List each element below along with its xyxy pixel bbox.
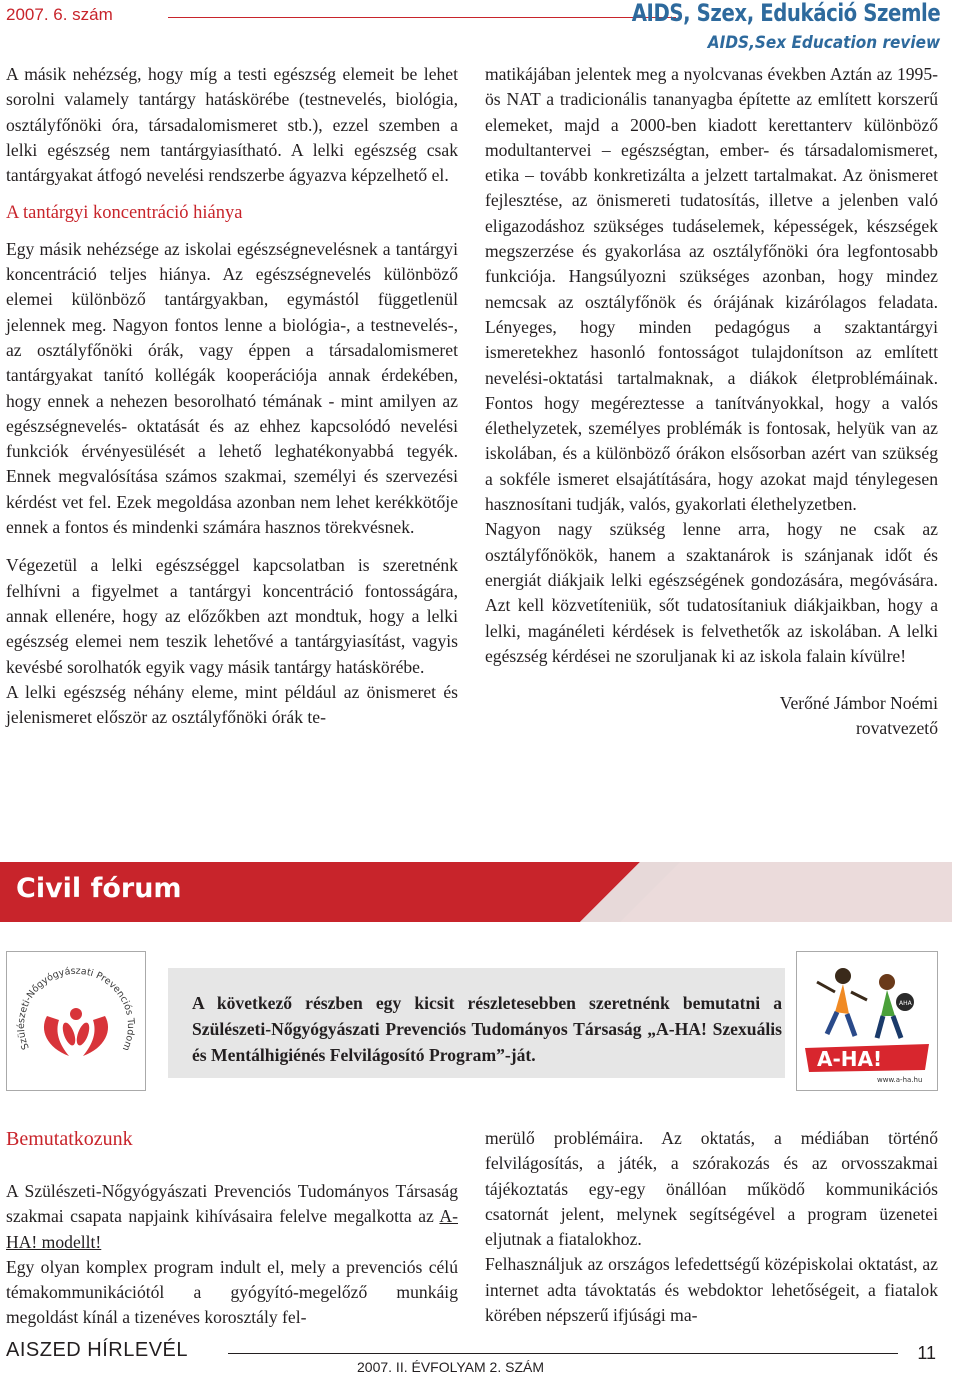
paragraph-text: A Szülészeti-Nőgyógyászati Prevenciós Tudományos Társaság szakmai csapata napjaink kihívásaira felelve megalkotta az <box>6 1181 458 1227</box>
signature <box>485 691 938 742</box>
intro-band-text: A következő részben egy kicsit részletesebben szeretnénk bemutatni a Szülészeti-Nőgyógyászati Prevenciós Tudományos Társaság „A-HA! Szexuális és Mentálhigiénés Felvilágosító Program”-ját. <box>192 993 782 1065</box>
svg-text:AHA: AHA <box>899 1000 912 1007</box>
society-logo <box>6 951 146 1091</box>
bottom-right-column <box>485 1126 938 1328</box>
civil-forum-title: Civil fórum <box>16 873 182 904</box>
society-logo-text: Szülészeti-Nőgyógyászati Prevenciós Tudom <box>15 965 137 1053</box>
section-heading: A tantárgyi koncentráció hiánya <box>6 203 243 224</box>
header-date: 2007. 6. szám <box>6 5 113 24</box>
top-right-column <box>485 62 938 742</box>
paragraph: Végezetül a lelki egészséggel kapcsolatban is szeretnénk felhívni a figyelmet a tantárgyi koncentráció fontosságára, annak ellenére, hogy az előzőkben azt mondtuk, hogy a lelki egészség elemei nem teszik lehetővé a tantárgyiasítást, vagyis kevésbé sorolhatók egyik vagy másik tantárgy hatáskörébe. <box>6 555 458 677</box>
paragraph: Nagyon nagy szükség lenne arra, hogy ne csak az osztályfőnökök, hanem a szaktanárok is szánjanak időt és energiát diákjaik lelki egészségének gondozására, megóvására. Azt kell közvetíteniük, sőt tudatosítaniuk diákjaikban, hogy a lelki, magánéleti kérdések is felvethetők az iskolában. A lelki egészség kérdései ne szoruljanak ki az iskola falain kívülre! <box>485 519 938 666</box>
paragraph: A másik nehézség, hogy míg a testi egészség elemeit be lehet sorolni valamely tantárgy hatáskörébe (testnevelés, biológia, osztályfőnöki óra, társadalomismeret stb.), ezzel szemben a lelki egészség nem tantárgyiasítható. A lelki egészség csak tantárgyakat átfogó nevelési rendszerbe ágyazva képzelhető el. <box>6 64 458 186</box>
paragraph: Felhasználjuk az országos lefedettségű középiskolai oktatást, az internet adta távoktatás és webdoktor lehetőségeit, a fiatalok körében népszerű ifjúsági ma- <box>485 1254 938 1326</box>
paragraph: Egy másik nehézsége az iskolai egészségnevelésnek a tantárgyi koncentráció teljes hiánya. Az egészségnevelés különböző elemei különböző tantárgyakban, egymástól függetlenül jelennek meg. Nagyon fontos lenne a biológia-, a testnevelés-, az osztályfőnöki órák, vagy éppen a társadalomismeret tantárgyakat tanító kollégák kooperációja annak érdekében, hogy ennek a nehezen besorolható témának - mint amilyen az egészségnevelés- oktatását és az ehhez kapcsolódó nevelési funkciók érvényesülését a lehető leghatékonyabbá tegyék. Ennek megvalósítása számos szakmai, személyi és szervezési kérdést vet fel. Ezek megoldása azonban nem lehet kerékkötője ennek a fontos és mindenki számára hasznos törekvésnek. <box>6 238 458 538</box>
aha-logo-url: www.a-ha.hu <box>877 1076 923 1084</box>
header-title: AIDS, Szex, Edukáció Szemle <box>631 0 940 27</box>
footer-issue: 2007. II. ÉVFOLYAM 2. SZÁM <box>357 1359 544 1375</box>
aha-model-link[interactable]: A-HA! modellt! <box>6 1206 458 1252</box>
footer-rule <box>228 1353 898 1354</box>
footer-publication: AISZED HÍRLEVÉL <box>6 1339 189 1361</box>
page-number: 11 <box>917 1343 936 1363</box>
section-heading-bemutatkozunk: Bemutatkozunk <box>6 1128 133 1150</box>
paragraph: Egy olyan komplex program indult el, mely a prevenciós célú témakommunikációtól a gyógyító-megelőző munkáig megoldást kínál a tizenéves korosztály fel- <box>6 1256 458 1328</box>
aha-logo-icon <box>797 952 937 1090</box>
header-subtitle: AIDS,Sex Education review <box>707 33 940 53</box>
top-left-column <box>6 62 458 730</box>
paragraph: merülő problémáira. Az oktatás, a médiában történő felvilágosítás, a játék, a szórakozás és az orvosszakmai tájékoztatás egy-egy önállóan működő kommunikációs csatornát jelent, melynek segítségével a program üzenetei eljutnak a fiatalokhoz. <box>485 1128 938 1250</box>
aha-logo <box>796 951 938 1091</box>
signature-name: Verőné Jámbor Noémi <box>779 693 938 714</box>
society-logo-icon <box>7 952 145 1090</box>
signature-role: rovatvezető <box>855 718 938 739</box>
bottom-left-column <box>6 1179 458 1331</box>
aha-logo-brand: A-HA! <box>817 1047 883 1071</box>
paragraph: matikájában jelentek meg a nyolcvanas években Aztán az 1995-ös NAT a tradicionális tananyagba építette az említett korszerű elemeket, majd a 2000-ben kiadott kerettanterv különböző modultantervei – egészségtan, ember- és társadalomismeret, etika – tovább konkretizálta a jelzett tartalmakat. Az önismeret fejlesztése, az önismereti tudatosítás, illetve a jelenben való eligazodáshoz szükséges tudáselemek, képességek, készségek megszerzése és gyakorlása az osztályfőnöki óra legfontosabb funkciója. Hangsúlyozni szükséges azonban, hogy mindez nemcsak az osztályfőnök és órájának kizárólagos feladata. Lényeges, hogy minden pedagógus a szaktantárgyi ismeretekhez hasonló fontosságot tulajdonítson az említett nevelési-oktatási tartalmaknak, a diákok életproblémáinak. Fontos hogy megéreztesse a tanítványokkal, hogy a valós élethelyzetek, személyes problémák is fontosak, helyük van az iskolában, és a különböző órákon elsősorban azért van szükség a sokféle ismeret elsajátítására, hogy azokat majd ténylegesen hasznosítani tudják, valós, gyakorlati élethelyzetben. <box>485 64 938 515</box>
paragraph <box>6 1179 458 1255</box>
paragraph: A lelki egészség néhány eleme, mint például az önismeret és jelenismeret először az osztályfőnöki órák te- <box>6 681 458 728</box>
header-rule <box>168 17 676 18</box>
